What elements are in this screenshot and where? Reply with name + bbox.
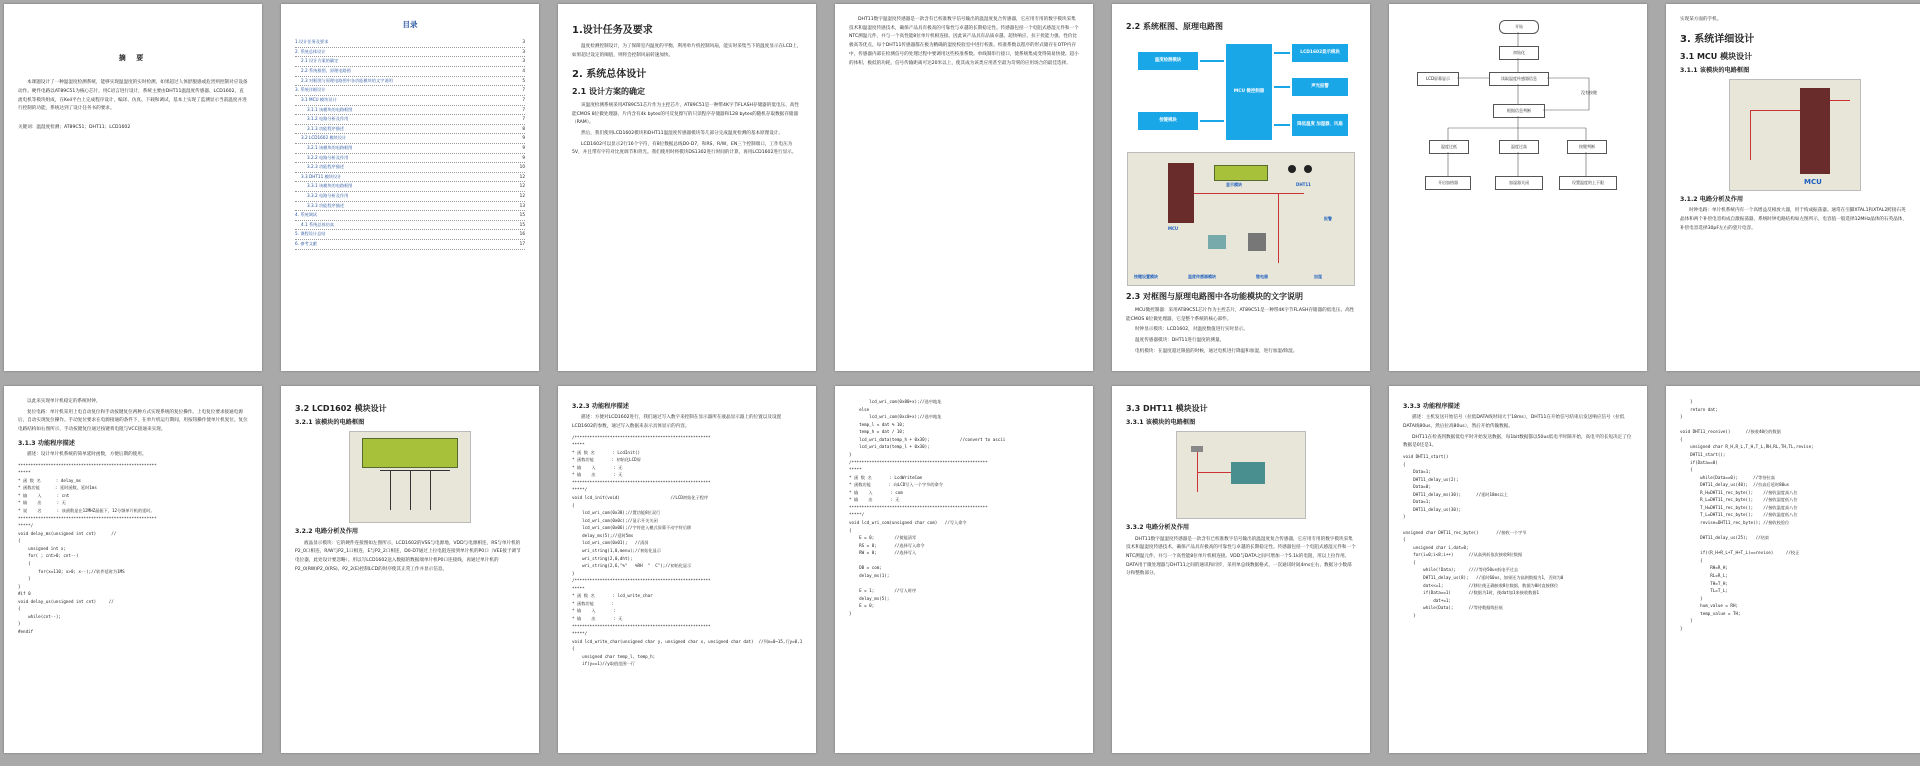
code-dht11-rec: void DHT11_start() { Data=1; DHT11_delay_us(2); Data=0; DHT11_delay_ms(30); //延时18ms以上 Data=1; DHT11_delay_us(30); } unsigned char DHT11_rec_byte() //接收一个字节 { unsigned char i,dat=0; for(i=0;i<8;i++) //从高到低依次接收8位数据 { while(!Data); ////等待50us低电平过去 DHT11_delay_us(8); //延时60us，如果还为高则数据为1，否则为0 dat<<=1; //移位使正确接收8位数据，数据为0时直接移位 if(Data==1) //数据为1时，使dat加1来接收数据1 dat+=1; while(Data); //等待数据线拉低 }: [1403, 453, 1564, 618]
flow-lcd: LCD屏幕显示: [1417, 72, 1459, 86]
para-dht11: DHT11数字温湿度传感器是一款含有已校准数字信号输出的温湿度复合传感器，它应用专用的数字模块采集技术和温湿度传感技术，确保产品具有极高的可靠性与卓越的长期稳定性。传感器包括一个电阻式感湿元件和一个NTC测温元件，并与一个高性能8位单片机相连接。因此该产品具有品质卓越、超快响应、抗干扰能力强、性价比极高等优点。每个DHT11传感器都在极为精确的湿度校验室中进行校准。校准系数以程序的形式储存在OTP内存中，传感器内部在检测信号的处理过程中要调用这些校准系数。单线制串行接口，使系统集成变得简易快捷。超小的体积、极低的功耗，信号传输距离可达20米以上，使其成为该类应用甚至最为苛刻的应用场合的最佳选择。: [849, 17, 1079, 66]
arrow: [1274, 52, 1290, 54]
heading-dht11-module: 3.3 DHT11 模块设计: [1126, 404, 1208, 413]
heading-detail: 3. 系统详细设计: [1680, 33, 1755, 45]
led: [1304, 165, 1312, 173]
heading-mcu-circuit: 3.1.1 该模块的电路框图: [1680, 67, 1750, 75]
para-task: 温度检测控制设计，为了保障室内温度的平衡，利用单片机控制风扇，能实时采集当下的温度显示在LCD上，如果超过设定的阈值，则将会控制风扇转速加快。: [572, 44, 802, 58]
code-lcd-write: lcd_wri_com(0x80+x);//选中地址 else lcd_wri_com(0xc0+x);//选中地址 temp_l = dat % 10; temp_h = dat / 10; lcd_wri_data(temp_h + 0x30); //convert to ascii lcd_wri_data(temp_l + 0x30); } /****************************************************** ***** * 函 数 名 : LcdWriteCom * 函数功能 : 向LCD写入一个字节的命令 * 输 入 : com * 输 出 : 无 ******************************************************* *****/ void lcd_wri_com(unsigned char com) //写入命令 { E = 0; //使能清零 RS = 0; //选择写入命令 RW = 0; //选择写入 DB = com; delay_ms(1); E = 1; //写入时序 delay_ms(5); E = 0; }: [849, 399, 1006, 616]
toc-entry[interactable]: [295, 77, 525, 87]
abstract-keywords: 关键词：温湿度检测；AT89C51；DHT11；LCD1602: [18, 125, 131, 131]
page-8: [4, 386, 262, 753]
wire: [1278, 193, 1279, 263]
heading-module-desc: 2.3 对框图与原理电路图中各功能模块的文字说明: [1126, 292, 1303, 302]
wire: [410, 470, 411, 510]
toc-entry[interactable]: [295, 240, 525, 250]
label-sensor-module: 温度传感器模块: [1188, 274, 1216, 280]
toc-entry-page: 13: [519, 202, 525, 208]
toc-entry-page: 3: [522, 39, 525, 45]
toc-entry-title: 6. 参考文献: [295, 241, 318, 247]
flow-read: 读取温度传感器信息: [1489, 72, 1549, 86]
para-sensor: 温度传感器模块：DHT11进行温度的测量。: [1135, 337, 1225, 343]
abstract-title: 摘 要: [118, 54, 148, 62]
wire: [1197, 472, 1231, 473]
flow-set-limit: 设置温度的上下限: [1559, 176, 1617, 190]
label-humidify: 加湿: [1314, 274, 1322, 280]
arrow: [1200, 60, 1224, 62]
heading-mcu-program: 3.1.3 功能程序描述: [18, 439, 75, 447]
code-delay: ******************************************************* ***** * 函 数 名 : delay_ms * 函数功能 : 延时函数，延时1ms * 输 入 : cnt * 输 出 : 无 * 说 名 : 该函数是在12MHZ晶振下，12分频单片机的延时。 ******************************************************* *****/ void delay_ms(unsigned int cnt) // { unsigned int x; for( ; cnt>0; cnt--) { for(x=110; x>0; x--);//软件延时为1MS } } #if 0 void delay_us(unsigned int cnt) // { while(cnt--); } #endif: [18, 462, 157, 635]
code-dht11-receive: } return dat; } void DHT11_receive() //接收40位的数据 { unsigned char R_H,R_L,T_H,T_L,RH,RL,TH,TL,revise; DHT11_start(); if(Data==0) { while(Data==0); //等待拉高 DHT11_delay_us(40); //拉高后延时80us R_H=DHT11_rec_byte(); //接收湿度高八位 R_L=DHT11_rec_byte(); //接收湿度低八位 T_H=DHT11_rec_byte(); //接收温度高八位 T_L=DHT11_rec_byte(); //接收温度低八位 revise=DHT11_rec_byte(); //接收校验位 DHT11_delay_us(25); //结束 if((R_H+R_L+T_H+T_L)==revise) //校正 { RH=R_H; RL=R_L; TH=T_H; TL=T_L; } hum_value = RH; temp_value = TH; } }: [1680, 399, 1814, 631]
wire: [1197, 452, 1198, 492]
toc-entry[interactable]: [295, 115, 525, 125]
flow-judge: 根据信息判断: [1493, 104, 1545, 118]
toc-entry-title: 4. 系统调试: [295, 212, 318, 218]
toc-entry[interactable]: [295, 211, 525, 221]
lcd-module: [1214, 165, 1268, 181]
toc-entry-page: 3: [522, 48, 525, 54]
toc-entry[interactable]: [295, 125, 525, 135]
heading-mcu-analysis: 3.1.2 电路分析及作用: [1680, 196, 1744, 204]
toc-entry[interactable]: [295, 182, 525, 192]
toc-entry-page: 5: [522, 77, 525, 83]
page-7: [1666, 4, 1920, 371]
page-9: [281, 386, 539, 753]
page-4: [835, 4, 1093, 371]
flow-heater: 开启加热器: [1425, 176, 1471, 190]
page-13: [1389, 386, 1647, 753]
toc-entry[interactable]: [295, 106, 525, 116]
heading-lcd-circuit: 3.2.1 该模块的电路框图: [295, 419, 365, 427]
toc-entry-title: 3. 系统详细设计: [295, 87, 326, 93]
para-dht11-analysis: DHT11数字温湿度传感器是一款含有已校准数字信号输出的温湿度复合传感器，它应用专用的数字模块采集技术和温湿度传感技术，确保产品具有极高的可靠性与卓越的长期稳定性。传感器包括一个电阻式感湿元件和一个NTC测温元件，并与一个高性能8位单片机相连接。VDD与DATA之间可增加一个5.1k的电阻，用以上拉作用。DATA用于微处理器与DHT11之间的通讯和同步，采用单总线数据格式，一次通讯时间4ms左右，数据分小数部分和整数部分。: [1126, 536, 1356, 577]
toc-entry-title: 2.2 系统框图、原理电路图: [301, 68, 351, 74]
para-delay-desc: 描述：设计单片机系统的简单延时函数，方便后期的使用。: [27, 451, 147, 457]
block-lcd: LCD1602显示模块: [1292, 44, 1348, 62]
arrow: [1274, 124, 1290, 126]
label-display: 显示模块: [1226, 182, 1242, 188]
page-toc: [281, 4, 539, 371]
toc-entry-page: 15: [519, 221, 525, 227]
heading-task: 1.设计任务及要求: [572, 25, 653, 36]
toc-entry-title: 3.2 LCD1602 模块设计: [301, 135, 347, 141]
abstract-body: 本课题设计了一种温湿度检测系统，能够实现温湿度的实时检测，如果超过人体舒服感或危害则控制对应设备动作。硬件电路以AT89C51为核心芯片，用C语言进行设计，系统主要由DHT11温湿度传感器、LCD1602、直流电机等模块组成，在Keil平台上完成程序设计，编译、仿真、下载和调试，基本上实现了监测显示当前温度并进行控制的功能，系统达到了设计任务书的要求。: [18, 80, 248, 112]
page-3: [558, 4, 816, 371]
block-sensor: 温度检测模块: [1138, 52, 1198, 70]
arrow: [1200, 120, 1224, 122]
para-lcd-program: 描述：方便对LCD1602进行，我们通过写入数字来控制在显示器所在液晶显示器上的位置以及设置LCD1602的参数，通过写入数据来表示具体显示的内容。: [572, 415, 782, 429]
toc-entry[interactable]: [295, 163, 525, 173]
toc-entry-title: 5. 课程设计总结: [295, 231, 326, 237]
toc-entry-title: 3.1.3 功能程序描述: [307, 125, 345, 131]
page-10: [558, 386, 816, 753]
para-then: 然后，我们使用LCD1602模块和DHT11温湿度传感器模块等几部分完成温度检测的基本原理设计。: [581, 130, 784, 136]
toc-entry-title: 4.1 系统总体仿真: [301, 221, 335, 227]
heading-overall: 2. 系统总体设计: [572, 69, 647, 81]
toc-entry-title: 3.2.2 电路分析及作用: [307, 154, 349, 160]
toc-entry-page: 16: [519, 231, 525, 237]
toc-entry-page: 12: [519, 173, 525, 179]
toc-entry-page: 4: [522, 68, 525, 74]
toc-entry[interactable]: [295, 86, 525, 96]
heading-dht11-circuit: 3.3.1 该模块的电路框图: [1126, 419, 1196, 427]
heading-scheme: 2.1 设计方案的确定: [572, 87, 645, 97]
relay: [1248, 233, 1266, 251]
toc-entry[interactable]: [295, 48, 525, 58]
heading-block-diagram: 2.2 系统框图、原理电路图: [1126, 22, 1223, 31]
label-dht11: DHT11: [1296, 182, 1311, 188]
toc-entry-page: 7: [522, 87, 525, 93]
para-reset: 复位电路：单片机采用上电自动复位和手动按键复位两种方式实现系统的复位操作。上电复位要求接通电源后，自动实现复位操作。手动复位要求在电源接通的条件下，在单片机运行期间，用按钮操作使单片机复位。复位电路结构如右图所示，手动按键复位通过按键将电阻与VCC接通来实现。: [18, 409, 248, 433]
toc-entry-title: 3.2.3 功能程序描述: [307, 164, 345, 170]
toc-entry-title: 3.2.1 该模块的电路框图: [307, 144, 353, 150]
block-mcu: MCU 微控制器: [1226, 44, 1272, 140]
toc-entry-page: 12: [519, 193, 525, 198]
block-fan: 降低温度 加湿器、风扇: [1292, 114, 1348, 136]
toc-entry-title: 3.1.2 电路分析及作用: [307, 116, 349, 122]
flow-low: 温度过低: [1429, 140, 1469, 154]
toc-entry-title: 3.3 DHT11 模块设计: [301, 173, 342, 179]
block-key: 按键模块: [1138, 112, 1198, 130]
toc-entry-page: 7: [522, 116, 525, 122]
toc-entry-page: 12: [519, 183, 525, 189]
flow-humidifier: 加湿器关闭: [1495, 176, 1543, 190]
dht11-sensor: [1231, 462, 1265, 484]
toc-entry-title: 3.3.1 该模块的电路框图: [307, 183, 353, 189]
page-12: [1112, 386, 1370, 753]
toc-entry-page: 17: [519, 241, 525, 247]
block-diagram: [1128, 38, 1354, 146]
toc-entry[interactable]: [295, 144, 525, 154]
label-mcu: MCU: [1804, 178, 1822, 187]
toc-entry[interactable]: [295, 202, 525, 212]
para-top: 实现某方面的手机。: [1680, 17, 1722, 22]
toc-entry[interactable]: [295, 192, 525, 202]
resistor: [1191, 446, 1203, 452]
para-mcu: MCU微控制器：采用AT89C51芯片作为主控芯片，AT89C51是一种带4K字节FLASH存储器的低电压、高性能CMOS 8位微处理器，它是整个系统的核心部件。: [1126, 307, 1355, 322]
wire: [1750, 110, 1751, 160]
toc-list: [295, 38, 525, 249]
mcu-chip: [1168, 163, 1194, 223]
schematic-dht11: [1176, 431, 1306, 519]
toc-entry[interactable]: [295, 173, 525, 183]
toc-entry-page: 9: [522, 154, 525, 160]
toc-entry-page: 10: [519, 164, 525, 170]
schematic-lcd: [349, 431, 471, 523]
wire: [1750, 110, 1800, 111]
para-dht11-start: 描述：主机发送开始信号（拉低DATA线时间大于18ms），DHT11在开始信号结束后发送响应信号（拉低DATA线80us，然后拉高80us），然后开始传输数据。: [1403, 415, 1625, 429]
toc-entry-title: 3.3.3 功能程序描述: [307, 202, 345, 208]
page-abstract: [4, 4, 262, 371]
flow-init: 初始化: [1499, 46, 1539, 60]
toc-entry-page: 15: [519, 212, 525, 218]
wire: [430, 470, 431, 510]
wire: [1830, 100, 1850, 101]
schematic-overall: [1127, 152, 1355, 286]
label-mcu: MCU: [1168, 226, 1179, 232]
toc-entry[interactable]: [295, 154, 525, 164]
flowchart: [1403, 16, 1633, 216]
page-14: [1666, 386, 1920, 753]
toc-entry-title: 3.1 MCU 模块设计: [301, 96, 337, 102]
arrow: [1274, 86, 1290, 88]
toc-title: 目录: [402, 20, 418, 29]
para-motor: 电机模块：在温度超过限值的时候，通过电机进行降温和加湿，进行加湿/除湿。: [1135, 348, 1298, 354]
flow-high: 温度过高: [1499, 140, 1539, 154]
page-11: [835, 386, 1093, 753]
label-relay: 继电器: [1256, 274, 1268, 280]
para-clock: 时钟显示模块：LCD1602，对温度数值进行实时显示。: [1135, 327, 1248, 333]
para-dht11-bits: DHT11在检查到数据低电平时开始发送数据，每1bit数据都以50us低电平时隙开始，高电平的长短决定了位数据是0还是1。: [1403, 434, 1632, 449]
toc-entry[interactable]: [295, 67, 525, 77]
page-flowchart: [1389, 4, 1647, 371]
toc-entry-page: 3: [522, 58, 525, 64]
mcu-chip: [1800, 88, 1830, 174]
toc-entry[interactable]: [295, 38, 525, 48]
toc-entry-page: 9: [522, 135, 525, 141]
toc-entry-title: 3.3.2 电路分析及作用: [307, 193, 349, 198]
toc-entry[interactable]: [295, 221, 525, 231]
heading-mcu-module: 3.1 MCU 模块设计: [1680, 51, 1753, 61]
toc-entry-page: 8: [522, 125, 525, 131]
heading-lcd-analysis: 3.2.2 电路分析及作用: [295, 528, 359, 536]
flow-arrows: [1403, 16, 1633, 216]
schematic-mcu: [1729, 79, 1861, 191]
label-key-module: 按键设置模块: [1134, 274, 1158, 280]
toc-entry-title: 3.1.1 该模块的电路框图: [307, 106, 353, 112]
flow-start: 开始: [1499, 20, 1539, 34]
heading-lcd-program: 3.2.3 功能程序描述: [572, 403, 629, 410]
lcd-module: [362, 438, 458, 468]
para-clock-circuit: 时钟电路：单片机系统内有一个高增益反相放大器，用于构成振荡器。通常在引脚XTAL1和XTAL2跨接石英晶体和两个补偿电容构成自激振荡器，系统时钟电路结构如左图所示，电容值一般选择12MHz晶体的石英晶体，补偿电容选择30pF左右的瓷片电容。: [1680, 208, 1907, 231]
heading-lcd-module: 3.2 LCD1602 模块设计: [295, 404, 387, 413]
wire: [1194, 193, 1304, 194]
page-5: [1112, 4, 1370, 371]
toc-entry-page: 7: [522, 106, 525, 112]
wire: [390, 470, 391, 510]
para-lcd: LCD1602可以显示2行16个字符，有8位数据总线D0-D7，和RS，R/W，EN三个控制端口，工作电压为5V，并且带有字符对比度调节和背光。我们使用时将模块DS1302进行时间的计算，再用LCD1602进行显示。: [572, 141, 797, 156]
para-scheme: 该温度检测系统采用AT89C51芯片作为主控芯片，AT89C51是一种带4K字节FLASH存储器的低电压、高性能CMOS 8位微处理器，片内含有4k bytes的可反复擦写的只读程序存储器和128 bytes的随机存取数据存储器（RAM）。: [572, 102, 799, 126]
heading-dht11-analysis: 3.3.2 电路分析及作用: [1126, 524, 1190, 532]
label-alarm: 报警: [1324, 216, 1332, 222]
toc-entry[interactable]: [295, 57, 525, 67]
toc-entry[interactable]: [295, 230, 525, 240]
toc-entry-title: 2. 系统总体设计: [295, 48, 326, 54]
flow-nokey: 没有按键: [1571, 88, 1607, 98]
toc-entry-title: 1.设计任务及要求: [295, 39, 329, 45]
block-buzzer: 声光报警: [1292, 78, 1348, 96]
toc-entry-page: 7: [522, 96, 525, 102]
toc-entry-title: 2.3 对框图与原理电路图中各功能模块的文字说明: [301, 77, 393, 83]
flow-key: 按键判断: [1567, 140, 1607, 154]
led: [1288, 165, 1296, 173]
toc-entry-page: 9: [522, 144, 525, 150]
para-clock-cont: 以此来实现单片机稳定的系统时钟。: [27, 399, 101, 404]
code-lcd-init: /****************************************************** ***** * 函 数 名 : LcdInit() * 函数功能 : 初始化LCD屏 * 输 入 : 无 * 输 出 : 无 ******************************************************* *****/ void lcd_init(void) //LCD初始化子程序 { lcd_wri_com(0x38);//置功能8位双行 lcd_wri_com(0x0c);//显示开关关闭 lcd_wri_com(0x06);//字符进入模式屏幕不动字符后移 delay_ms(5);//延时5ms lcd_wri_com(0x01); //清屏 wri_string(1,0,menu);//初始化显示 wri_string(2,0,dht); wri_string(2,6,"%" %RH ° C");//初始化显示 } /****************************************************** ***** * 函 数 名 : lcd_write_char * 函数功能 : * 输 入 : * 输 出 : 无 ******************************************************* *****/ void lcd_write_char(unsigned char y, unsigned char x, unsigned char dat) //列x=0~15,行y=0,1 { unsigned char temp_l, temp_h; if(y==1)//y取值范围一行: [572, 434, 803, 667]
toc-entry-title: 2.1 设计方案的确定: [301, 58, 339, 64]
toc-entry[interactable]: [295, 134, 525, 144]
heading-dht11-program: 3.3.3 功能程序描述: [1403, 403, 1460, 410]
dht11-sensor: [1208, 235, 1226, 249]
para-lcd-analysis: 液晶显示模块：它的硬件连接图如左图所示，LCD1602的VSS与电源地，VDD与电源相连，RS与单片机的P2_0口相连，R/W与P2_1口相连，E与P2_2口相连，D0-D7通过上拉电阻连接到单片机的P0口（VEE接于调节电位器，此处设计要忽略）。用以写LCD1602送入数据的数据端单片机P0口连接线，再通过单片机的P2_0(RW)P2_0(RS)、P2_2(E)控制LCD的时序使其正常工作并显示信息。: [295, 540, 521, 572]
toc-entry[interactable]: [295, 96, 525, 106]
